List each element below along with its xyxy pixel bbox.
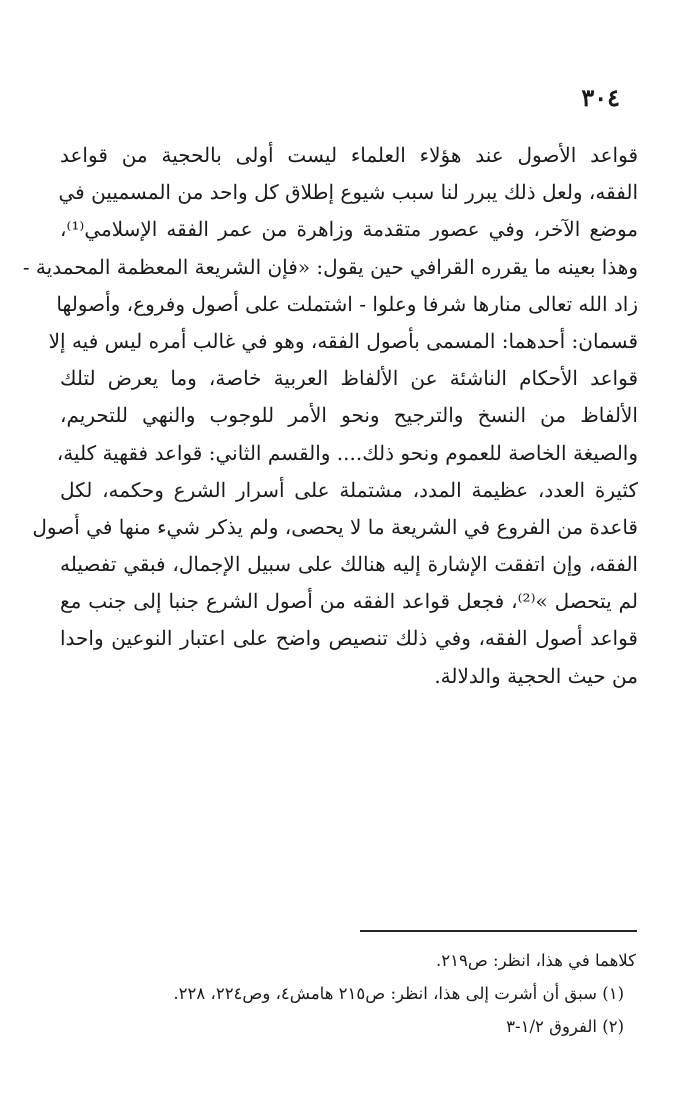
text-line: قاعدة من الفروع في الشريعة ما لا يحصى، ولم يذكر شيء منها في أصول: [32, 514, 638, 539]
text-line: وهذا بعينه ما يقرره القرافي حين يقول: «فإن الشريعة المعظمة المحمدية -: [22, 254, 638, 279]
text-line: والصيغة الخاصة للعموم ونحو ذلك.... والقسم الثاني: قواعد فقهية كلية،: [56, 440, 638, 465]
text-line: لم يتحصل »⁽²⁾، فجعل قواعد الفقه من أصول الشرع جنبا إلى جنب مع: [60, 589, 638, 614]
text-line: الألفاظ من النسخ والترجيح ونحو الأمر للوجوب والنهي للتحريم،: [60, 403, 638, 428]
footnote-1: (١) سبق أن أشرت إلى هذا، انظر: ص٢١٥ هامش٤، وص٢٢٤، ٢٢٨.: [173, 984, 624, 1003]
text-line: موضع الآخر، وفي عصور متقدمة وزاهرة من عمر الفقه الإسلامي⁽¹⁾،: [60, 217, 638, 242]
text-line: قواعد الأحكام الناشئة عن الألفاظ العربية خاصة، وما يعرض لتلك: [60, 366, 639, 391]
text-line: قسمان: أحدهما: المسمى بأصول الفقه، وهو في غالب أمره ليس فيه إلا: [48, 328, 638, 353]
text-line: قواعد أصول الفقه، وفي ذلك تنصيص واضح على اعتبار النوعين واحدا: [60, 626, 638, 651]
text-line: الفقه، ولعل ذلك يبرر لنا سبب شيوع إطلاق كل واحد من المسميين في: [58, 180, 638, 205]
text-line: كثيرة العدد، عظيمة المدد، مشتملة على أسرار الشرع وحكمه، لكل: [60, 477, 638, 502]
text-line: الفقه، وإن اتفقت الإشارة إليه هنالك على سبيل الإجمال، فبقي تفصيله: [60, 552, 638, 577]
body-paragraph: [22, 137, 639, 695]
text-line: زاد الله تعالى منارها شرفا وعلوا - اشتملت على أصول وفروع، وأصولها: [56, 291, 638, 316]
footnote-separator: [360, 930, 637, 932]
footnote-continuation: كلاهما في هذا، انظر: ص٢١٩.: [435, 951, 636, 970]
text-line: قواعد الأصول عند هؤلاء العلماء ليست أولى بالحجية من قواعد: [60, 143, 638, 167]
footnotes: [56, 944, 636, 1043]
footnote-2: (٢) الفروق ١/٢-٣: [506, 1017, 624, 1036]
text-line: من حيث الحجية والدلالة.: [434, 663, 638, 688]
page-number: ٣٠٤: [581, 83, 620, 112]
